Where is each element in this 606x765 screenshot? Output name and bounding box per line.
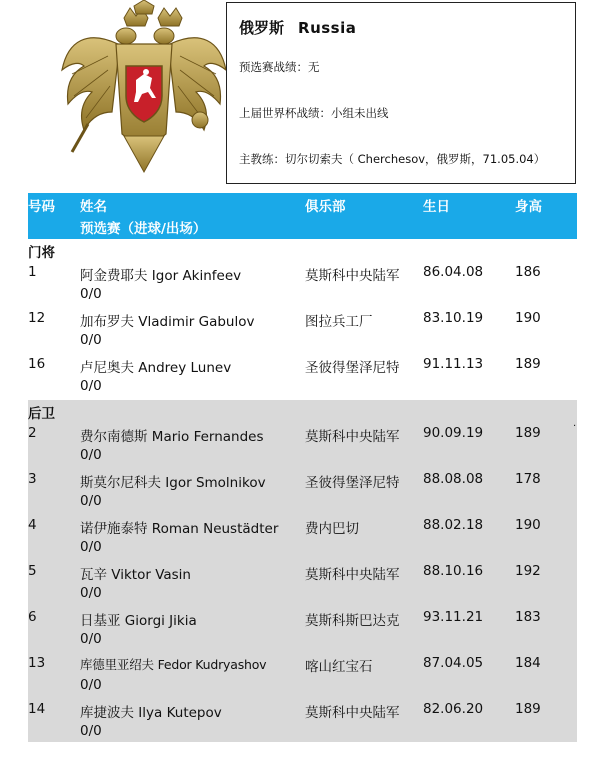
player-name: 诺伊施泰特 Roman Neustädter	[80, 521, 279, 537]
player-club: 莫斯科中央陆军	[305, 567, 400, 583]
table-header	[28, 193, 577, 239]
player-number: 5	[28, 563, 37, 579]
table-row	[28, 607, 577, 653]
table-row	[28, 354, 577, 400]
player-height: 183	[515, 609, 541, 625]
section-defenders: 后卫	[28, 406, 55, 422]
player-qualifying-stats: 0/0	[80, 493, 102, 509]
player-name: 加布罗夫 Vladimir Gabulov	[80, 314, 255, 330]
player-qualifying-stats: 0/0	[80, 378, 102, 394]
player-number: 1	[28, 264, 37, 280]
player-birthday: 88.08.08	[423, 471, 484, 487]
header-club: 俱乐部	[305, 199, 346, 215]
player-number: 12	[28, 310, 46, 326]
player-height: 186	[515, 264, 541, 280]
player-name: 库德里亚绍夫 Fedor Kudryashov	[80, 657, 267, 672]
player-number: 6	[28, 609, 37, 625]
player-qualifying-stats: 0/0	[80, 631, 102, 647]
player-club: 莫斯科中央陆军	[305, 268, 400, 284]
player-qualifying-stats: 0/0	[80, 332, 102, 348]
player-club: 莫斯科中央陆军	[305, 429, 400, 445]
player-club: 费内巴切	[305, 521, 359, 537]
player-birthday: 88.02.18	[423, 517, 484, 533]
player-birthday: 86.04.08	[423, 264, 484, 280]
player-name: 阿金费耶夫 Igor Akinfeev	[80, 268, 242, 284]
player-birthday: 82.06.20	[423, 701, 484, 717]
team-name-en: Russia	[298, 19, 357, 37]
head-coach: 主教练：切尔切索夫（ Cherchesov，俄罗斯，71.05.04）	[239, 152, 546, 166]
player-qualifying-stats: 0/0	[80, 677, 102, 693]
player-club: 喀山红宝石	[305, 659, 373, 675]
table-row	[28, 262, 577, 308]
table-row	[28, 308, 577, 354]
player-birthday: 87.04.05	[423, 655, 484, 671]
player-number: 2	[28, 425, 37, 441]
player-number: 16	[28, 356, 46, 372]
player-number: 14	[28, 701, 46, 717]
table-row	[28, 561, 577, 607]
player-birthday: 93.11.21	[423, 609, 484, 625]
team-name-cn: 俄罗斯	[239, 19, 285, 37]
russia-coat-of-arms-icon	[58, 0, 230, 178]
header-name: 姓名	[80, 199, 107, 215]
player-birthday: 88.10.16	[423, 563, 484, 579]
player-club: 莫斯科斯巴达克	[305, 613, 400, 629]
player-name: 费尔南德斯 Mario Fernandes	[80, 429, 264, 445]
player-qualifying-stats: 0/0	[80, 447, 102, 463]
player-qualifying-stats: 0/0	[80, 585, 102, 601]
player-height: 189	[515, 701, 541, 717]
table-row	[28, 469, 577, 515]
player-club: 图拉兵工厂	[305, 314, 373, 330]
player-number: 13	[28, 655, 46, 671]
player-qualifying-stats: 0/0	[80, 723, 102, 739]
section-goalkeepers: 门将	[28, 245, 55, 261]
player-height: 190	[515, 310, 541, 326]
table-row	[28, 653, 577, 699]
player-height: 178	[515, 471, 541, 487]
header-stats: 预选赛（进球/出场）	[80, 221, 207, 237]
player-name: 瓦辛 Viktor Vasin	[80, 567, 191, 583]
team-info-box	[226, 2, 576, 184]
player-birthday: 90.09.19	[423, 425, 484, 441]
team-title	[239, 17, 356, 38]
player-height: 192	[515, 563, 541, 579]
player-name: 库捷波夫 Ilya Kutepov	[80, 705, 222, 721]
player-number: 4	[28, 517, 37, 533]
player-club: 圣彼得堡泽尼特	[305, 475, 400, 491]
player-name: 日基亚 Giorgi Jikia	[80, 613, 197, 629]
player-club: 圣彼得堡泽尼特	[305, 360, 400, 376]
player-height: 189	[515, 425, 541, 441]
player-number: 3	[28, 471, 37, 487]
player-height: 184	[515, 655, 541, 671]
player-height: 189	[515, 356, 541, 372]
player-birthday: 83.10.19	[423, 310, 484, 326]
player-name: 斯莫尔尼科夫 Igor Smolnikov	[80, 475, 266, 491]
player-height: 190	[515, 517, 541, 533]
last-world-cup-record: 上届世界杯战绩：小组未出线	[239, 106, 389, 120]
player-name: 卢尼奥夫 Andrey Lunev	[80, 360, 232, 376]
header-birthday: 生日	[423, 199, 450, 215]
player-birthday: 91.11.13	[423, 356, 484, 372]
header-num: 号码	[28, 199, 55, 215]
stray-mark: .	[573, 418, 577, 429]
table-row	[28, 423, 577, 469]
qualifying-record: 预选赛战绩：无	[239, 60, 320, 74]
table-row	[28, 699, 577, 745]
player-qualifying-stats: 0/0	[80, 286, 102, 302]
table-row	[28, 515, 577, 561]
player-club: 莫斯科中央陆军	[305, 705, 400, 721]
player-qualifying-stats: 0/0	[80, 539, 102, 555]
header-height: 身高	[515, 199, 542, 215]
